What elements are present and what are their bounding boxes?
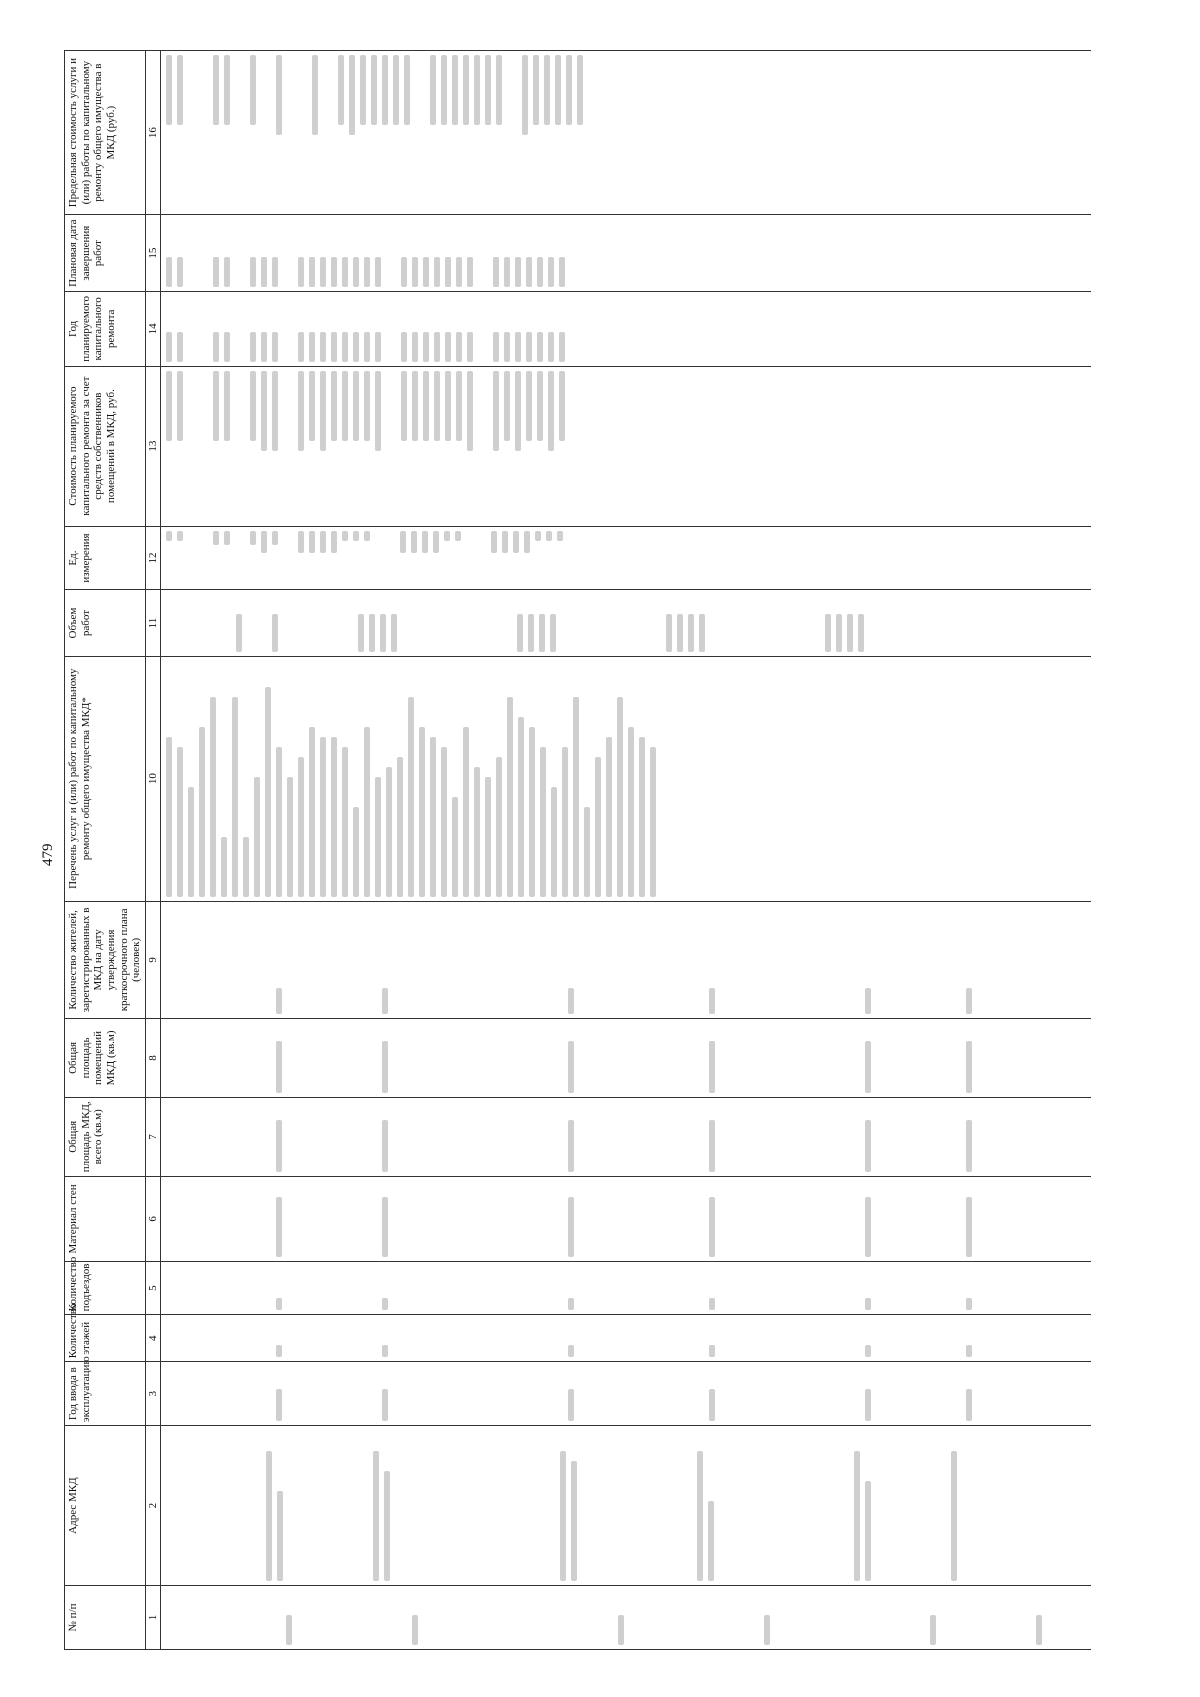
header-cell: Общая площадь помещений МКД (кв.м) (65, 1019, 146, 1098)
column-number: 12 (145, 526, 160, 590)
column-number: 15 (145, 215, 160, 292)
col-end-date-placeholder (160, 215, 1091, 292)
header-row (65, 51, 146, 1650)
column-number: 13 (145, 366, 160, 526)
col-index-placeholder (160, 1586, 1091, 1650)
column-number: 4 (145, 1315, 160, 1362)
column-number: 10 (145, 656, 160, 901)
column-number-row (145, 51, 160, 1650)
col-residents-placeholder (160, 901, 1091, 1018)
register-table (64, 50, 1091, 1650)
column-number: 5 (145, 1262, 160, 1315)
column-number: 1 (145, 1586, 160, 1650)
col-total-area-placeholder (160, 1097, 1091, 1176)
header-cell: Общая площадь МКД, всего (кв.м) (65, 1097, 146, 1176)
col-volume-placeholder (160, 590, 1091, 656)
column-number: 2 (145, 1426, 160, 1586)
column-number: 7 (145, 1097, 160, 1176)
column-number: 6 (145, 1176, 160, 1261)
col-rooms-area-placeholder (160, 1019, 1091, 1098)
header-cell: Объем работ (65, 590, 146, 656)
col-cost-placeholder (160, 366, 1091, 526)
header-cell: Количество этажей (65, 1315, 146, 1362)
col-max-cost-placeholder (160, 51, 1091, 215)
col-material-placeholder (160, 1176, 1091, 1261)
column-number: 9 (145, 901, 160, 1018)
col-plan-year-placeholder (160, 292, 1091, 367)
header-cell: Количество жителей, зарегистрированных в МКД на дату утверждения краткосрочного плана (человек) (65, 901, 146, 1018)
header-cell: Стоимость планируемого капитального ремонта за счет средств собственников помещений в МКД, руб. (65, 366, 146, 526)
column-number: 3 (145, 1362, 160, 1426)
header-cell: Адрес МКД (65, 1426, 146, 1586)
col-entrances-placeholder (160, 1262, 1091, 1315)
col-year-placeholder (160, 1362, 1091, 1426)
col-works-placeholder (160, 656, 1091, 901)
header-cell: Материал стен (65, 1176, 146, 1261)
header-cell: Перечень услуг и (или) работ по капитальному ремонту общего имущества МКД* (65, 656, 146, 901)
table-body-placeholder (160, 51, 1091, 1650)
header-cell: Год планируемого капитального ремонта (65, 292, 146, 367)
column-number: 11 (145, 590, 160, 656)
column-number: 14 (145, 292, 160, 367)
header-cell: Ед. измерения (65, 526, 146, 590)
column-number: 8 (145, 1019, 160, 1098)
col-unit-placeholder (160, 526, 1091, 590)
header-cell: № п/п (65, 1586, 146, 1650)
header-cell: Год ввода в эксплуатацию (65, 1362, 146, 1426)
col-address-placeholder (160, 1426, 1091, 1586)
register-table-rotated (64, 50, 1144, 1650)
header-cell: Предельная стоимость услуги и (или) работы по капитальному ремонту общего имущества в МКД (руб.) (65, 51, 146, 215)
column-number: 16 (145, 51, 160, 215)
page-number: 479 (40, 843, 56, 866)
header-cell: Количество подъездов (65, 1262, 146, 1315)
header-cell: Плановая дата завершения работ (65, 215, 146, 292)
col-floors-placeholder (160, 1315, 1091, 1362)
